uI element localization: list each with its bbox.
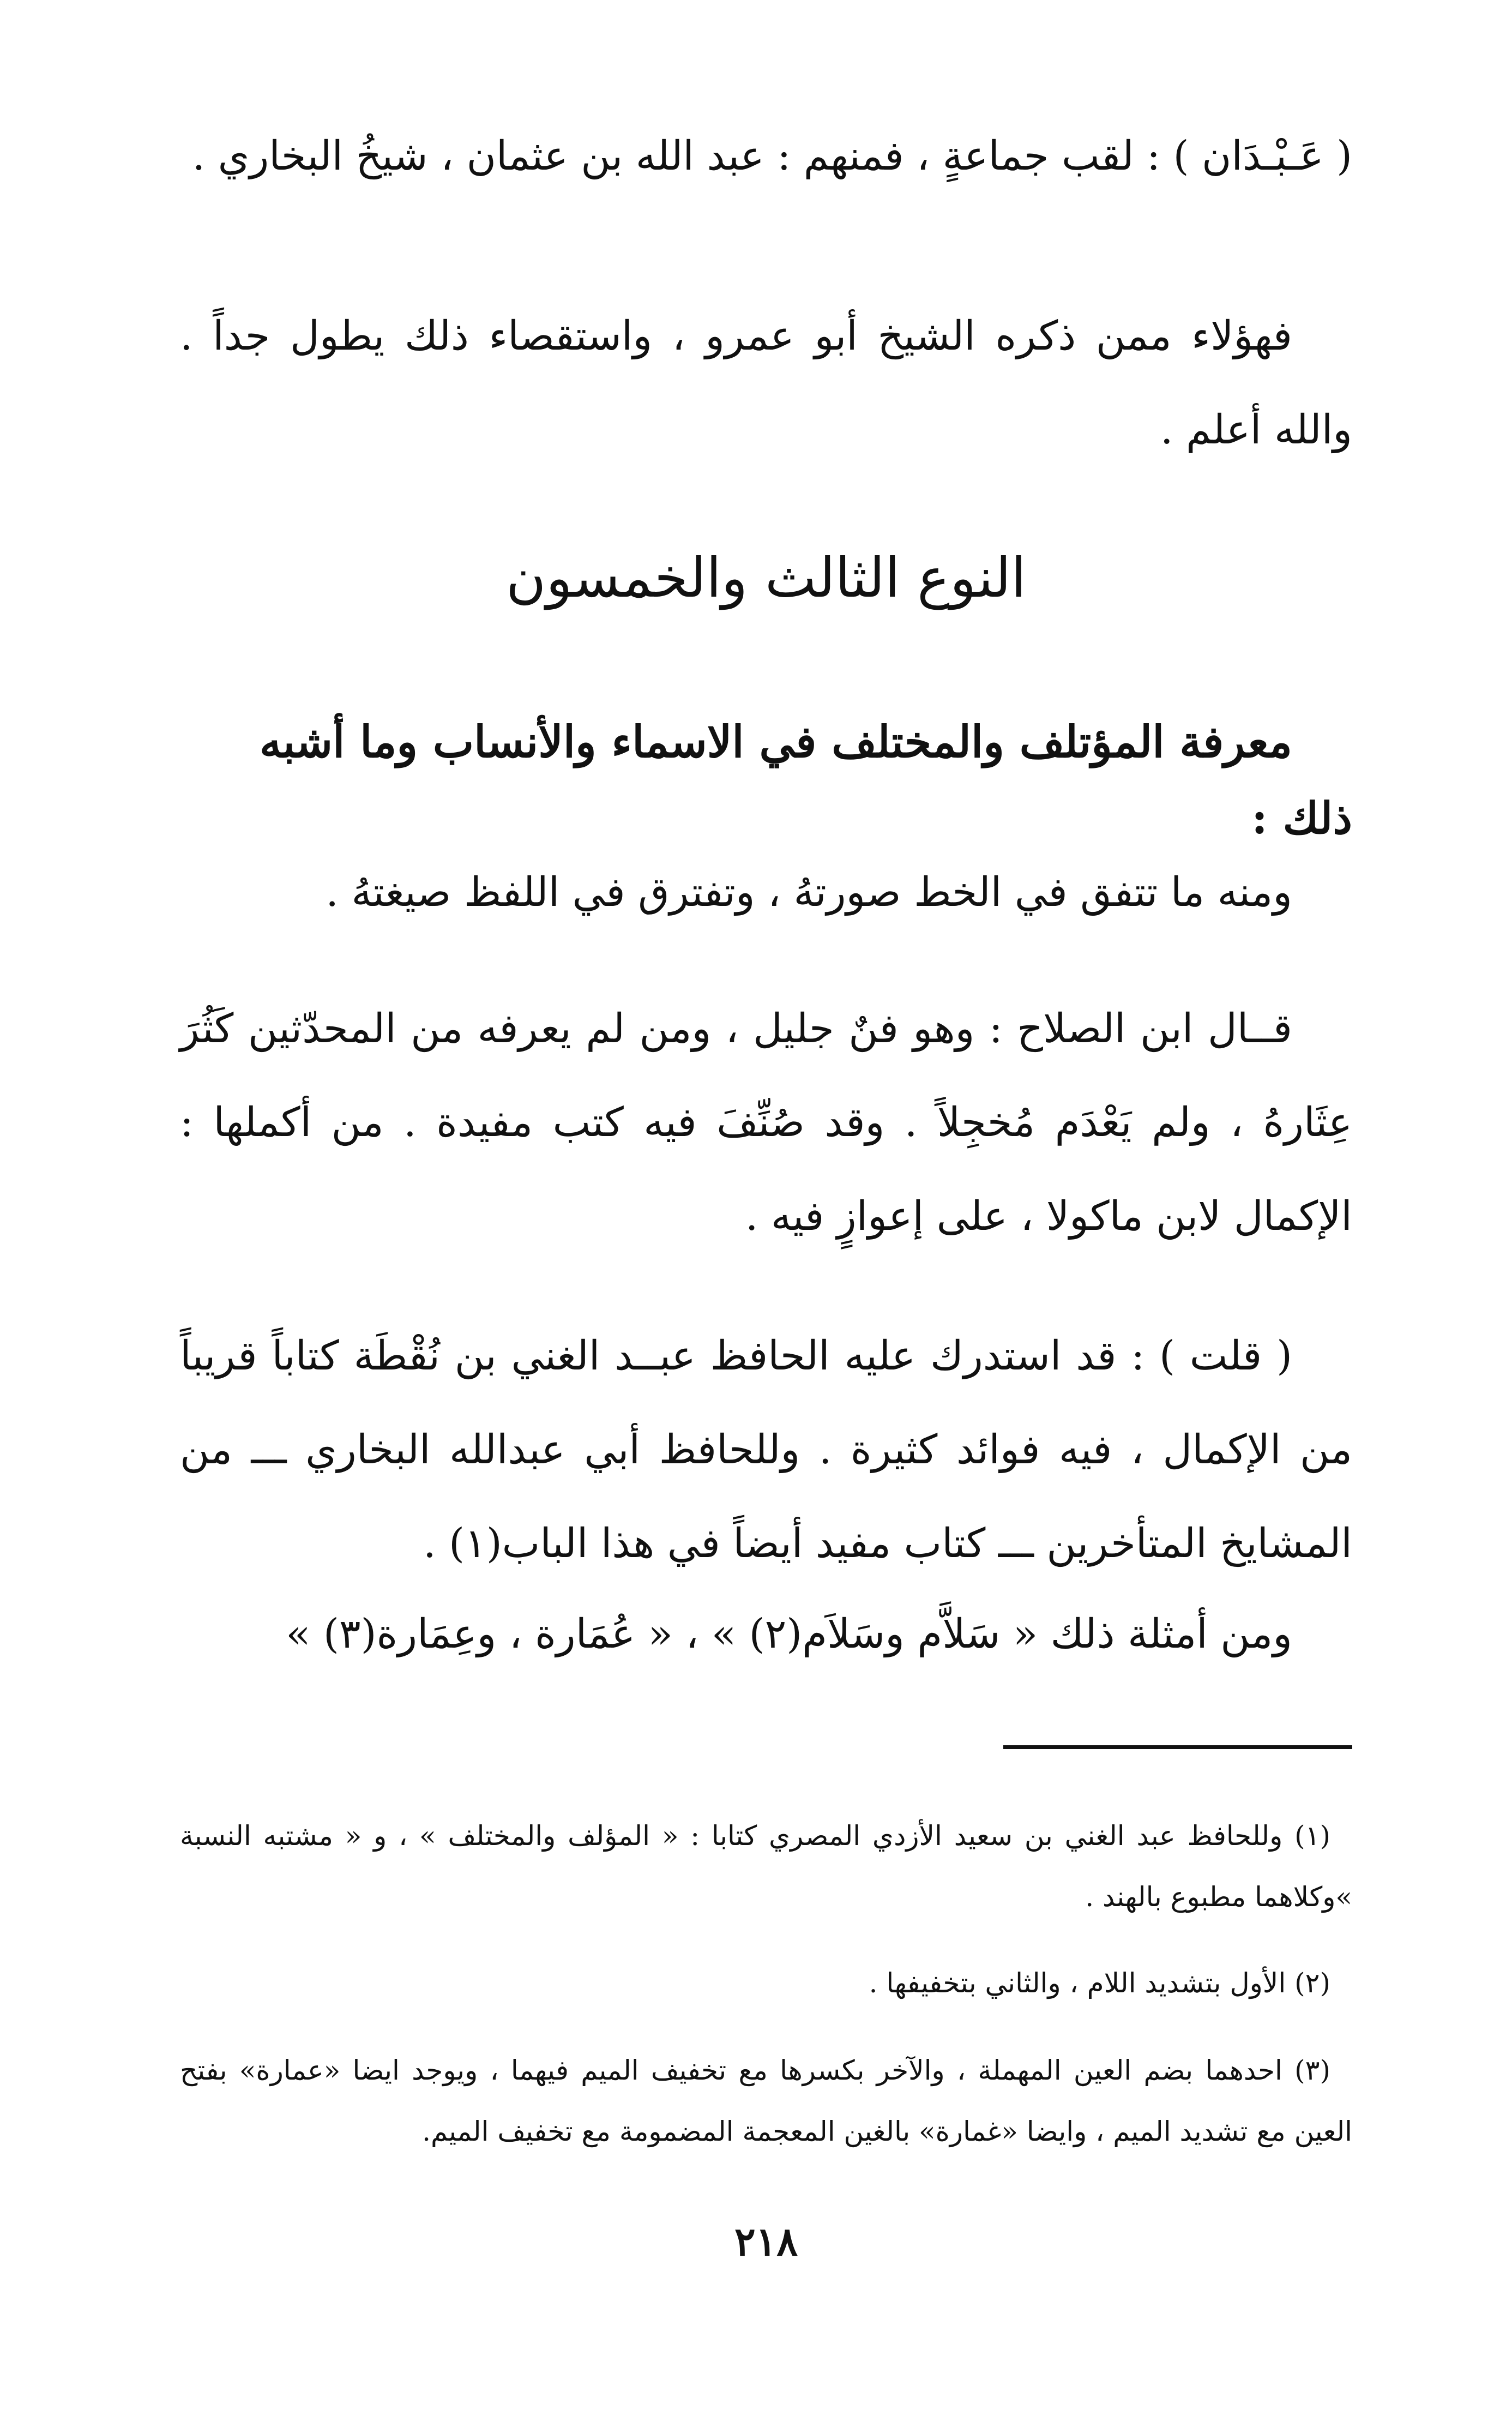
- paragraph-qultu: ( قلت ) : قد استدرك عليه الحافظ عبــد الغني بن نُقْطَة كتاباً قريباً من الإكمال ، فيه فوائد كثيرة . وللحافظ أبي عبدالله البخاري ـــ من المشايخ المتأخرين ـــ كتاب مفيد أيضاً في هذا الباب(١) .: [180, 1332, 1352, 1567]
- footnote-separator: [1003, 1745, 1352, 1749]
- paragraph-abdan: ( عَـبْـدَان ) : لقب جماعةٍ ، فمنهم : عبد الله بن عثمان ، شيخُ البخاري .: [192, 133, 1352, 179]
- footnote-3: (٣) احدهما بضم العين المهملة ، والآخر بكسرها مع تخفيف الميم فيهما ، ويوجد ايضا «عمارة» بفتح العين مع تشديد الميم ، وايضا «غمارة» بالغين المعجمة المضمومة مع تخفيف الميم.: [180, 2054, 1352, 2147]
- book-page: [180, 109, 1352, 2345]
- paragraph-closing-remark: فهؤلاء ممن ذكره الشيخ أبو عمرو ، واستقصاء ذلك يطول جداً . والله أعلم .: [180, 313, 1352, 453]
- paragraph-examples: ومن أمثلة ذلك « سَلاَّم وسَلاَم(٢) » ، « عُمَارة ، وعِمَارة(٣) »: [286, 1611, 1292, 1657]
- paragraph-definition: ومنه ما تتفق في الخط صورتهُ ، وتفترق في اللفظ صيغتهُ .: [326, 869, 1292, 916]
- chapter-heading: النوع الثالث والخمسون: [505, 546, 1027, 610]
- page-number: ٢١٨: [734, 2218, 798, 2264]
- chapter-subheading: معرفة المؤتلف والمختلف في الاسماء والأنساب وما أشبه ذلك :: [260, 716, 1352, 844]
- paragraph-ibn-salah: قــال ابن الصلاح : وهو فنٌ جليل ، ومن لم يعرفه من المحدّثين كَثُرَ عِثَارهُ ، ولم يَعْدَم مُخجِلاً . وقد صُنِّفَ فيه كتب مفيدة . من أكملها : الإكمال لابن ماكولا ، على إعوازٍ فيه .: [180, 1005, 1352, 1240]
- footnote-2: (٢) الأول بتشديد اللام ، والثاني بتخفيفها .: [869, 1967, 1330, 1999]
- footnote-1: (١) وللحافظ عبد الغني بن سعيد الأزدي المصري كتابا : « المؤلف والمختلف » ، و « مشتبه النسبة »وكلاهما مطبوع بالهند .: [180, 1820, 1352, 1913]
